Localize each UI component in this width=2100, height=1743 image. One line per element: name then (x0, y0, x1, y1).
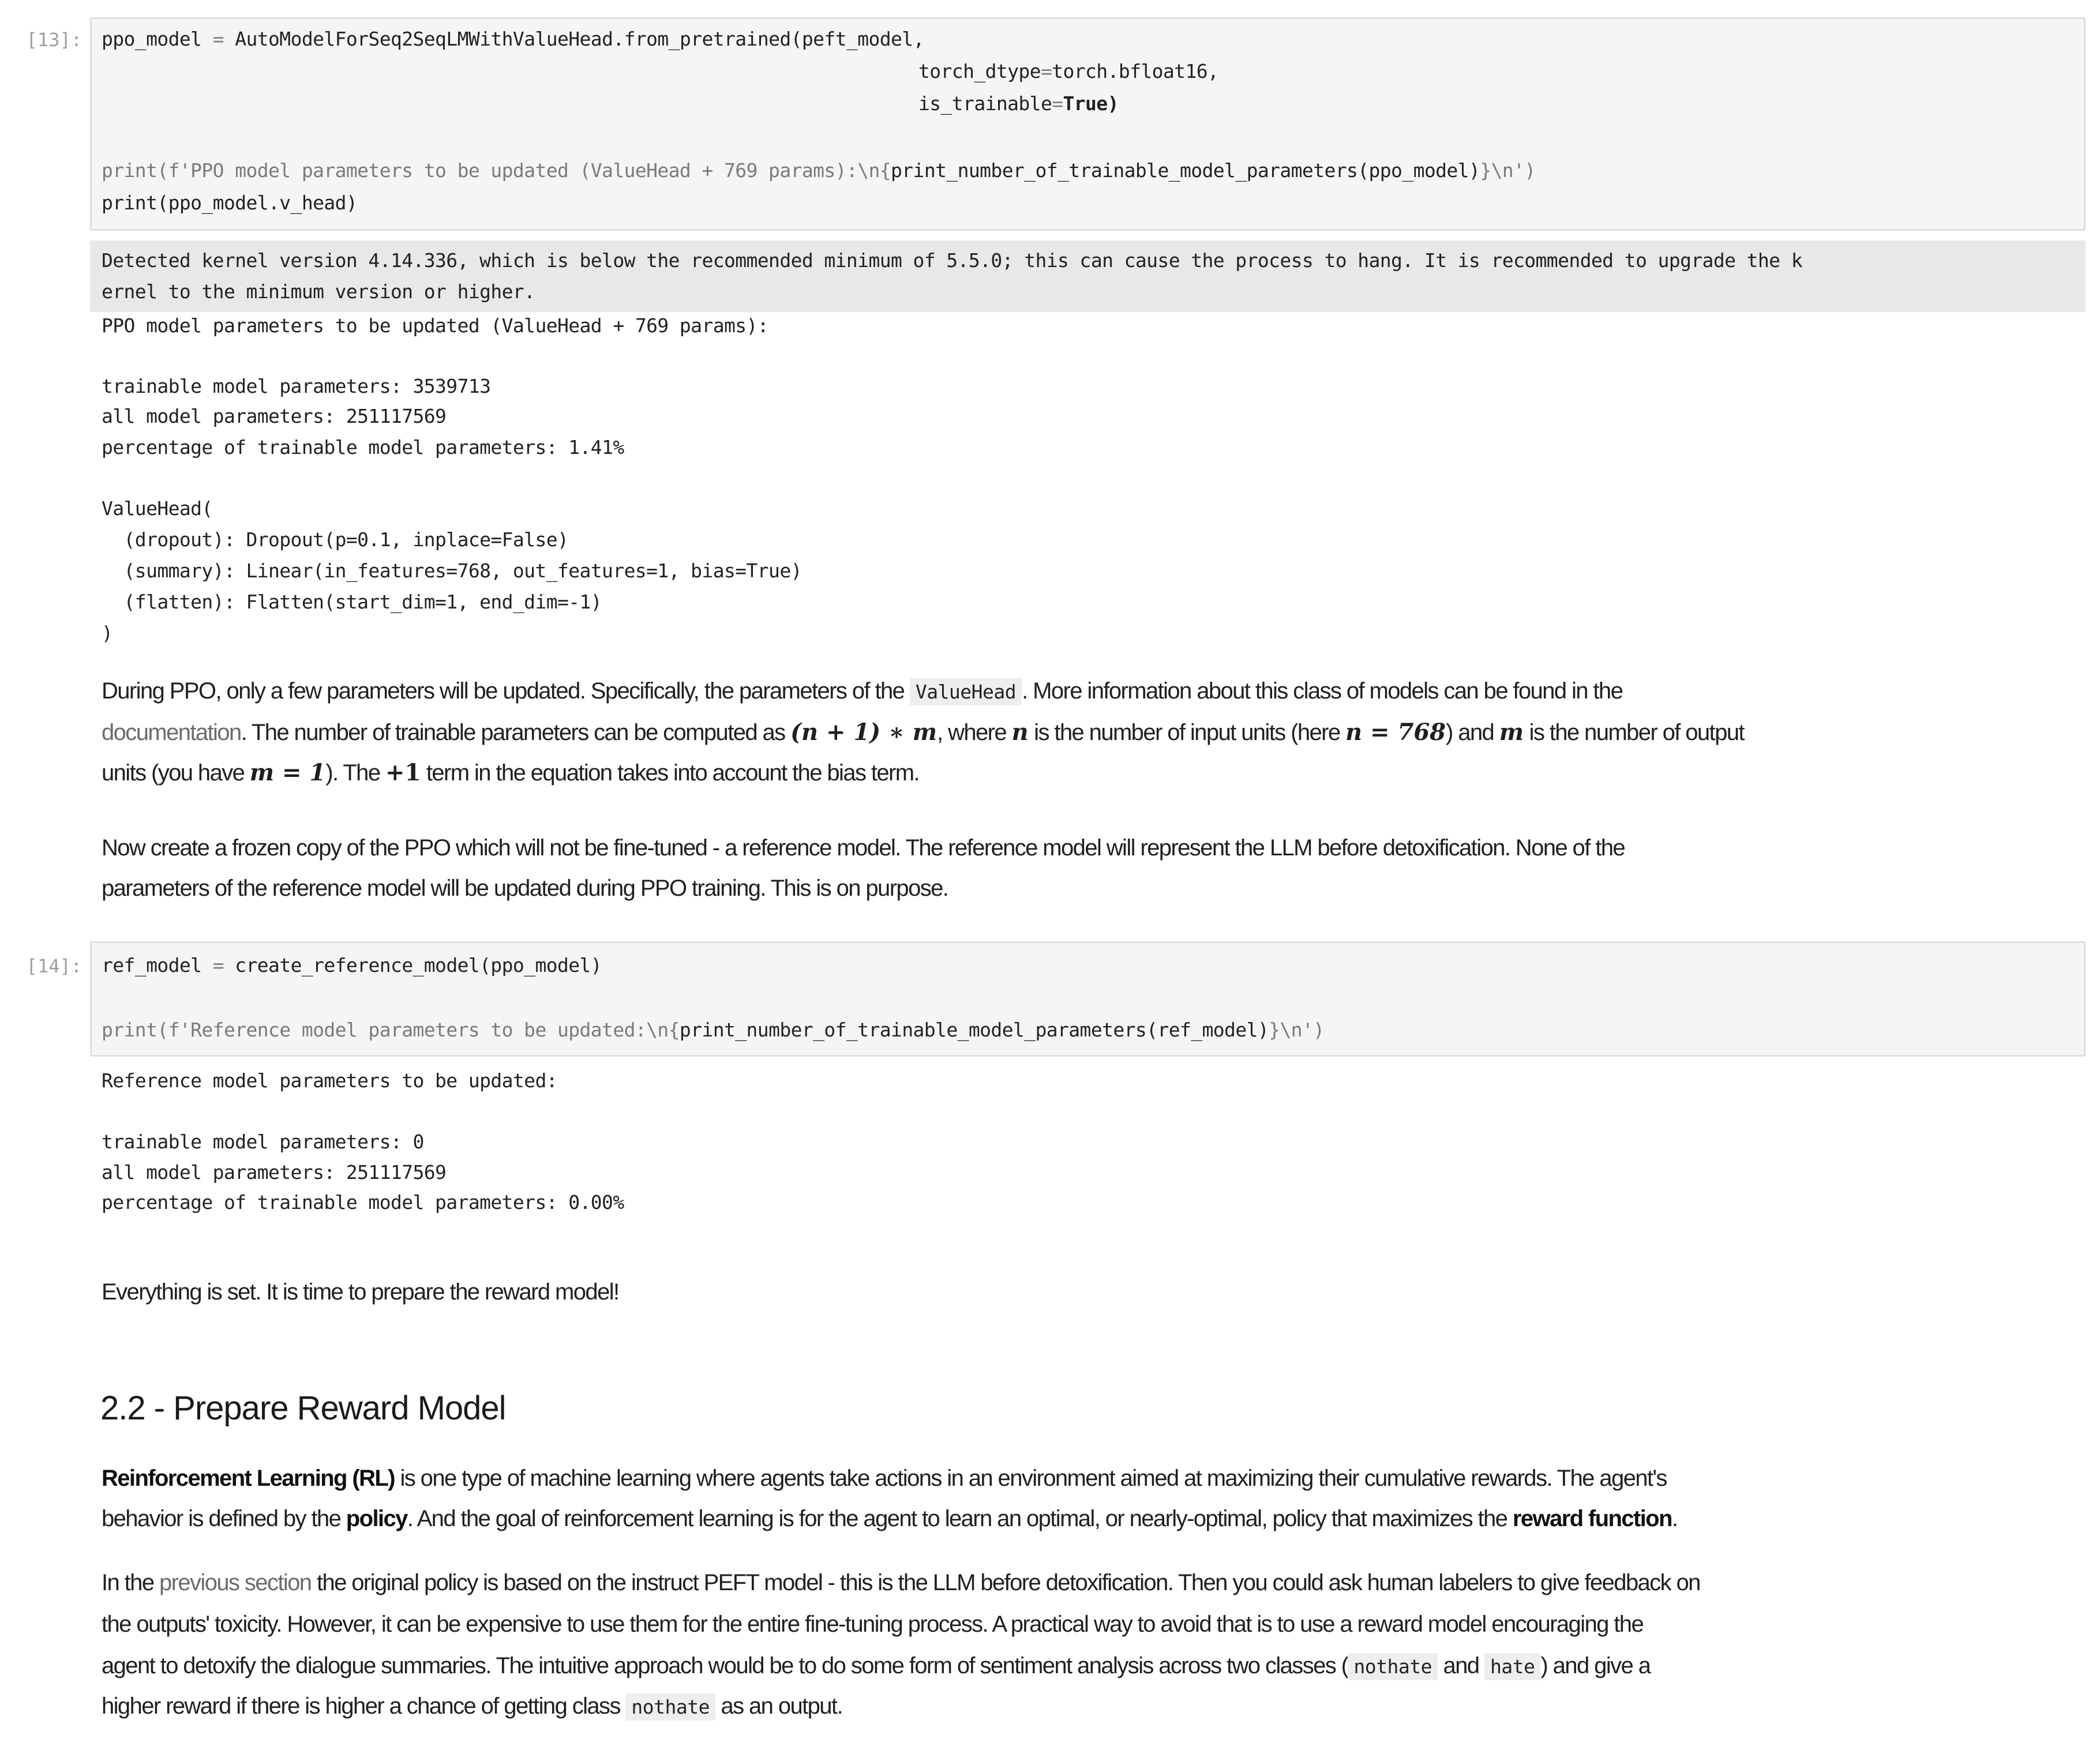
previous-section-link[interactable]: previous section (159, 1570, 312, 1595)
markdown-line (102, 759, 919, 786)
markdown-line: parameters of the reference model will be updated during PPO training. This is on purpose. (102, 876, 948, 901)
stdout-line: ValueHead( (102, 497, 213, 520)
text: agent to detoxify the dialogue summaries. The intuitive approach would be to do some form of sentiment analysis across two classes ( (102, 1653, 1348, 1678)
code-operator: = (212, 28, 224, 50)
code-token: True) (1063, 92, 1119, 115)
text: In the (102, 1570, 159, 1595)
text: ). The (325, 760, 385, 786)
code-string: print(f'Reference model parameters to be updated:\n{ (102, 1019, 680, 1041)
code-string: print(f'PPO model parameters to be updated (ValueHead + 769 params):\n{ (102, 159, 891, 182)
math-formula: (n + 1) ∗ m (790, 719, 937, 746)
stdout-line: (flatten): Flatten(start_dim=1, end_dim=-1) (102, 591, 602, 613)
inline-code: hate (1484, 1653, 1540, 1680)
code-token: ppo_model (102, 28, 213, 50)
text: and (1437, 1653, 1484, 1678)
inline-code: nothate (1348, 1653, 1438, 1680)
text: . The number of trainable parameters can be computed as (241, 720, 791, 745)
text: . (1671, 1506, 1678, 1531)
cell-prompt-14: [14]: (26, 955, 82, 977)
text: higher reward if there is higher a chance of getting class (102, 1693, 626, 1719)
code-operator: = (212, 954, 224, 976)
text: , where (937, 720, 1012, 745)
code-line (102, 28, 924, 50)
math-formula: m = 1 (249, 759, 326, 786)
stdout-line: (dropout): Dropout(p=0.1, inplace=False) (102, 528, 569, 551)
code-token: print_number_of_trainable_model_parameters(ref_model) (679, 1019, 1269, 1041)
code-token: is_trainable (918, 92, 1052, 115)
documentation-link[interactable]: documentation (102, 720, 241, 745)
math-var: m (1499, 719, 1524, 746)
stdout-line: trainable model parameters: 3539713 (102, 375, 491, 397)
bold-term: policy (346, 1506, 407, 1531)
text: term in the equation takes into account the bias term. (421, 760, 920, 786)
code-line (102, 954, 602, 976)
text: behavior is defined by the (102, 1506, 346, 1531)
text: is the number of input units (here (1028, 720, 1346, 745)
code-line (102, 191, 357, 214)
markdown-line (102, 678, 1622, 704)
markdown-line (102, 1506, 1677, 1532)
text: ) and (1446, 720, 1499, 745)
code-line (102, 1019, 1324, 1041)
text: . And the goal of reinforcement learning is for the agent to learn an optimal, or nearly-optimal, policy that maximizes the (407, 1506, 1513, 1531)
code-token: ref_model (102, 954, 213, 976)
bold-term: reward function (1512, 1506, 1672, 1531)
markdown-line (102, 719, 1744, 746)
text: . More information about this class of models can be found in the (1022, 678, 1623, 704)
text: During PPO, only a few parameters will be updated. Specifically, the parameters of the (102, 678, 910, 704)
markdown-line (102, 1466, 1667, 1492)
stdout-line: trainable model parameters: 0 (102, 1130, 424, 1153)
code-token: print_number_of_trainable_model_parameters(ppo_model) (891, 159, 1480, 182)
text: units (you have (102, 760, 250, 786)
section-heading: 2.2 - Prepare Reward Model (100, 1389, 506, 1427)
markdown-line (102, 1570, 1700, 1596)
math-var: n (1011, 719, 1029, 746)
text: as an output. (715, 1693, 842, 1719)
inline-code: ValueHead (910, 678, 1022, 705)
text: is the number of output (1524, 720, 1744, 745)
code-operator: = (1040, 60, 1052, 82)
stdout-line: all model parameters: 251117569 (102, 405, 447, 427)
code-token: torch.bfloat16, (1052, 60, 1219, 82)
stdout-line: (summary): Linear(in_features=768, out_features=1, bias=True) (102, 559, 802, 582)
stderr-line: Detected kernel version 4.14.336, which is below the recommended minimum of 5.5.0; this can cause the process to hang. It is recommended to upgrade the k (102, 249, 1802, 272)
stdout-line: all model parameters: 251117569 (102, 1161, 447, 1184)
code-operator: = (1052, 92, 1063, 115)
markdown-line: the outputs' toxicity. However, it can be expensive to use them for the entire fine-tuning process. A practical way to avoid that is to use a reward model encouraging the (102, 1611, 1644, 1637)
code-token: AutoModelForSeq2SeqLMWithValueHead.from_pretrained(peft_model, (223, 28, 924, 50)
stdout-line: percentage of trainable model parameters: 0.00% (102, 1191, 624, 1214)
stdout-line: PPO model parameters to be updated (ValueHead + 769 params): (102, 314, 769, 337)
markdown-line (102, 1653, 1650, 1679)
stdout-line: percentage of trainable model parameters: 1.41% (102, 436, 624, 459)
code-string: }\n') (1269, 1019, 1325, 1041)
code-string: }\n') (1480, 159, 1536, 182)
code-line (102, 159, 1536, 182)
bold-term: Reinforcement Learning (RL) (102, 1466, 395, 1491)
stderr-line: ernel to the minimum version or higher. (102, 280, 535, 303)
text: ) and give a (1540, 1653, 1651, 1678)
markdown-line: Everything is set. It is time to prepare the reward model! (102, 1279, 619, 1305)
stdout-line: Reference model parameters to be updated: (102, 1069, 557, 1092)
code-token: torch_dtype (918, 60, 1041, 82)
code-line (918, 92, 1119, 115)
markdown-line: Now create a frozen copy of the PPO which will not be fine-tuned - a reference model. The reference model will represent the LLM before detoxification. None of the (102, 835, 1625, 861)
markdown-line (102, 1693, 842, 1719)
math-formula: +1 (385, 759, 421, 786)
inline-code: nothate (625, 1693, 715, 1721)
code-token: create_reference_model(ppo_model) (223, 954, 602, 976)
text: is one type of machine learning where agents take actions in an environment aimed at maximizing their cumulative rewards. The agent's (394, 1466, 1667, 1491)
code-token: print(ppo_model.v_head) (102, 191, 358, 214)
stdout-line: ) (102, 622, 113, 644)
cell-prompt-13: [13]: (26, 29, 82, 51)
text: the original policy is based on the instruct PEFT model - this is the LLM before detoxification. Then you could ask human labelers to give feedback on (311, 1570, 1700, 1595)
math-formula: n = 768 (1345, 719, 1446, 746)
code-line (918, 60, 1218, 82)
